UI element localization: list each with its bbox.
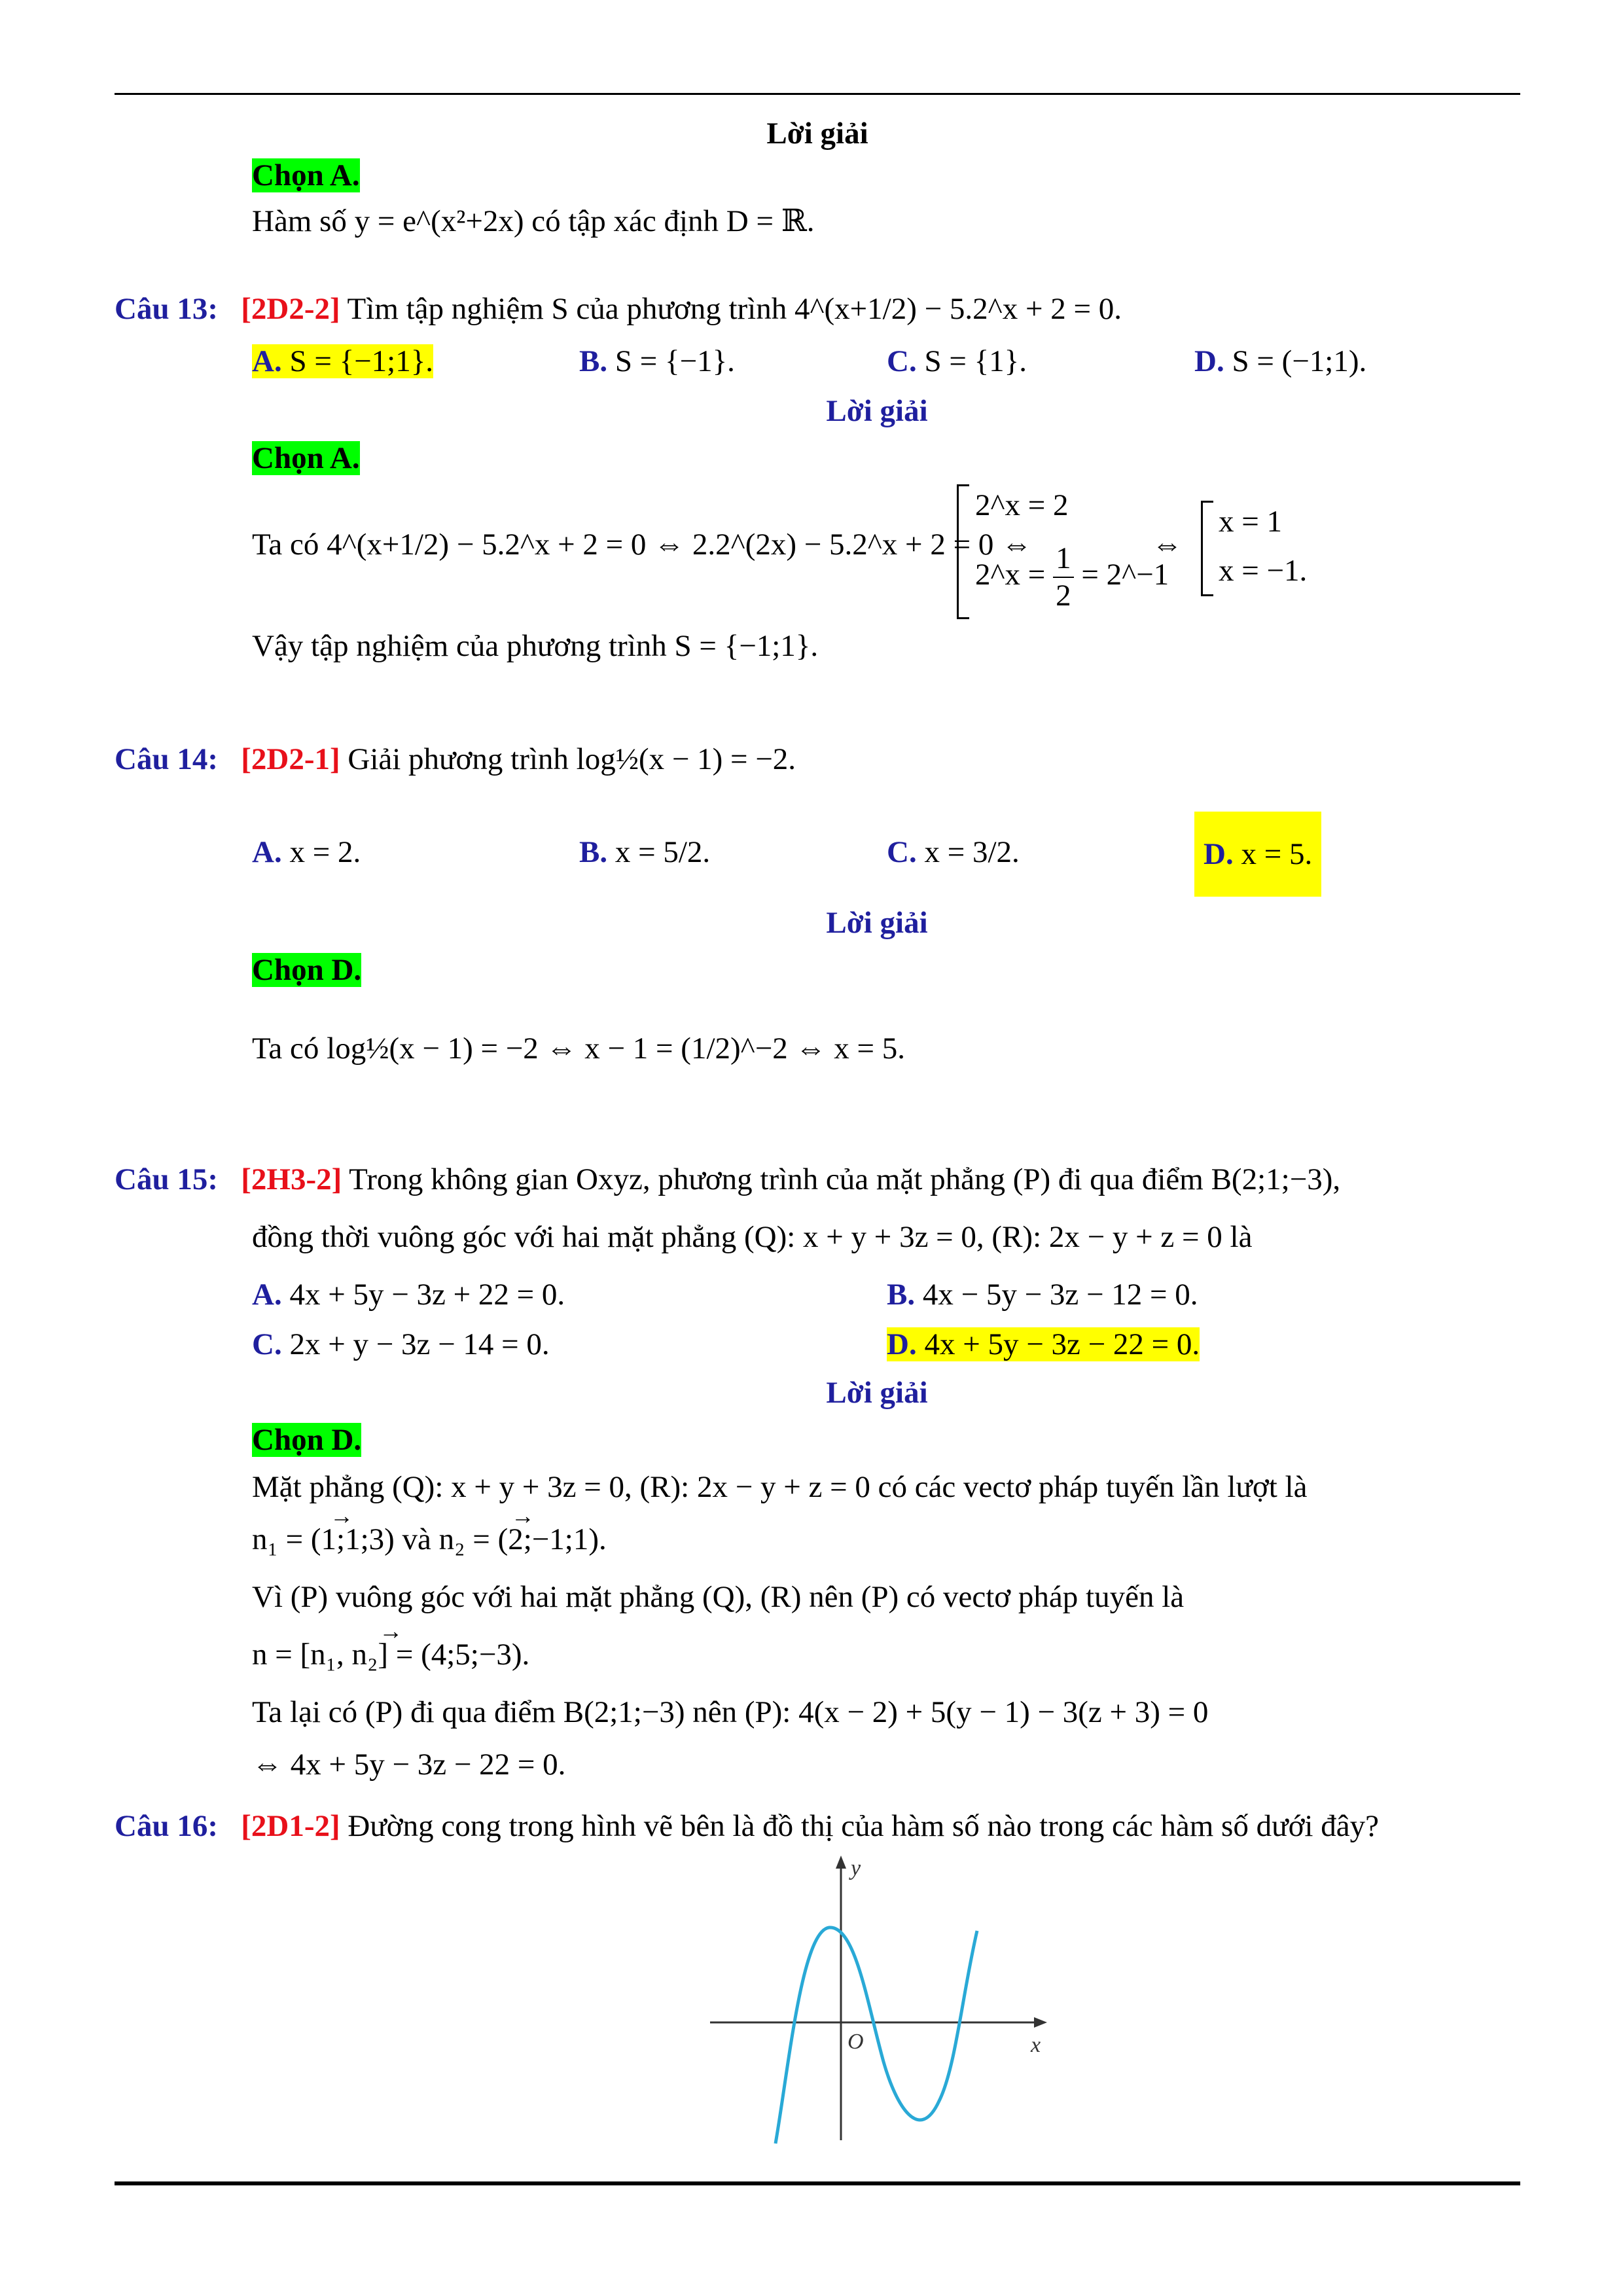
q15-option-c: C. 2x + y − 3z − 14 = 0.: [252, 1327, 550, 1361]
q15-option-b: B. 4x − 5y − 3z − 12 = 0.: [887, 1278, 1198, 1312]
q13-bracket-2: [1201, 501, 1213, 596]
q14-solution-title: Lời giải: [826, 906, 928, 940]
q13-option-d: D. S = (−1;1).: [1194, 344, 1367, 378]
q13-case-2: 2^x = $\frac{1}{2}$ = 2^−1: [975, 541, 1169, 613]
intro-text: Hàm số y = e^(x²+2x) có tập xác định D = ℝ.: [252, 204, 815, 238]
q13-choice: Chọn A.: [252, 441, 360, 475]
q15-choice: Chọn D.: [252, 1423, 362, 1457]
top-rule: [115, 93, 1520, 95]
q14-work: Ta có log½(x − 1) = −2 ⇔ x − 1 = (1/2)^−2 ⇔ x = 5.: [252, 1031, 905, 1066]
q14-option-a: A. x = 2.: [252, 835, 361, 869]
q16-stem: Câu 16: [2D1-2] Đường cong trong hình vẽ bên là đồ thị của hàm số nào trong các hàm số dưới đây?: [115, 1809, 1379, 1843]
q15-sol-4: → n = [n₁, n₂] = (4;5;−3).: [252, 1634, 529, 1676]
q15-option-a: A. 4x + 5y − 3z + 22 = 0.: [252, 1278, 565, 1312]
q15-stem-1: Câu 15: [2H3-2] Trong không gian Oxyz, phương trình của mặt phẳng (P) đi qua điểm B(2;1;−3),: [115, 1162, 1341, 1196]
intro-heading: Lời giải: [766, 117, 868, 151]
x-axis-arrow: [1034, 2017, 1047, 2028]
bottom-rule: [115, 2181, 1520, 2185]
q13-solution-title: Lời giải: [826, 394, 928, 428]
q15-sol-3: Vì (P) vuông góc với hai mặt phẳng (Q), (R) nên (P) có vectơ pháp tuyến là: [252, 1580, 1185, 1614]
q13-option-a: A. S = {−1;1}.: [252, 344, 434, 378]
q14-option-b: B. x = 5/2.: [579, 835, 711, 869]
q13-conclusion: Vậy tập nghiệm của phương trình S = {−1;1}.: [252, 629, 819, 663]
q15-sol-6: ⇔ 4x + 5y − 3z − 22 = 0.: [252, 1748, 566, 1782]
y-axis-arrow: [836, 1856, 846, 1869]
q13-case-1: 2^x = 2: [975, 488, 1069, 522]
q13-then: ⇔: [1152, 528, 1183, 562]
q13-option-b: B. S = {−1}.: [579, 344, 735, 378]
q15-sol-2: → n₁ = (1;1;3) và → n₂ = (2;−1;1).: [252, 1518, 607, 1560]
q13-work: Ta có 4^(x+1/2) − 5.2^x + 2 = 0 ⇔ 2.2^(2x) − 5.2^x + 2 = 0 ⇔: [252, 528, 1033, 562]
q14-choice: Chọn D.: [252, 953, 362, 987]
cubic-curve: [776, 1928, 977, 2144]
q15-sol-1: Mặt phẳng (Q): x + y + 3z = 0, (R): 2x − y + z = 0 có các vectơ pháp tuyến lần lượt là: [252, 1470, 1308, 1504]
q13-result-1: x = 1: [1219, 505, 1283, 539]
y-axis-label: y: [851, 1856, 861, 1880]
x-axis-label: x: [1031, 2033, 1041, 2057]
q13-bracket-1: [957, 484, 969, 619]
q14-option-c: C. x = 3/2.: [887, 835, 1020, 869]
q16-graph: [704, 1852, 1122, 2153]
q13-stem: Câu 13: [2D2-2] Tìm tập nghiệm S của phương trình 4^(x+1/2) − 5.2^x + 2 = 0.: [115, 292, 1122, 326]
q14-option-d: D. x = 5.: [1194, 812, 1321, 897]
q14-stem: Câu 14: [2D2-1] Giải phương trình log½(x − 1) = −2.: [115, 742, 796, 776]
origin-label: O: [847, 2030, 864, 2054]
intro-choice: Chọn A.: [252, 158, 360, 192]
q15-sol-5: Ta lại có (P) đi qua điểm B(2;1;−3) nên (P): 4(x − 2) + 5(y − 1) − 3(z + 3) = 0: [252, 1695, 1209, 1729]
q13-option-c: C. S = {1}.: [887, 344, 1027, 378]
q13-result-2: x = −1.: [1219, 554, 1308, 588]
q15-solution-title: Lời giải: [826, 1376, 928, 1410]
q15-option-d: D. 4x + 5y − 3z − 22 = 0.: [887, 1327, 1200, 1361]
q15-stem-2: đồng thời vuông góc với hai mặt phẳng (Q): x + y + 3z = 0, (R): 2x − y + z = 0 là: [252, 1220, 1253, 1254]
